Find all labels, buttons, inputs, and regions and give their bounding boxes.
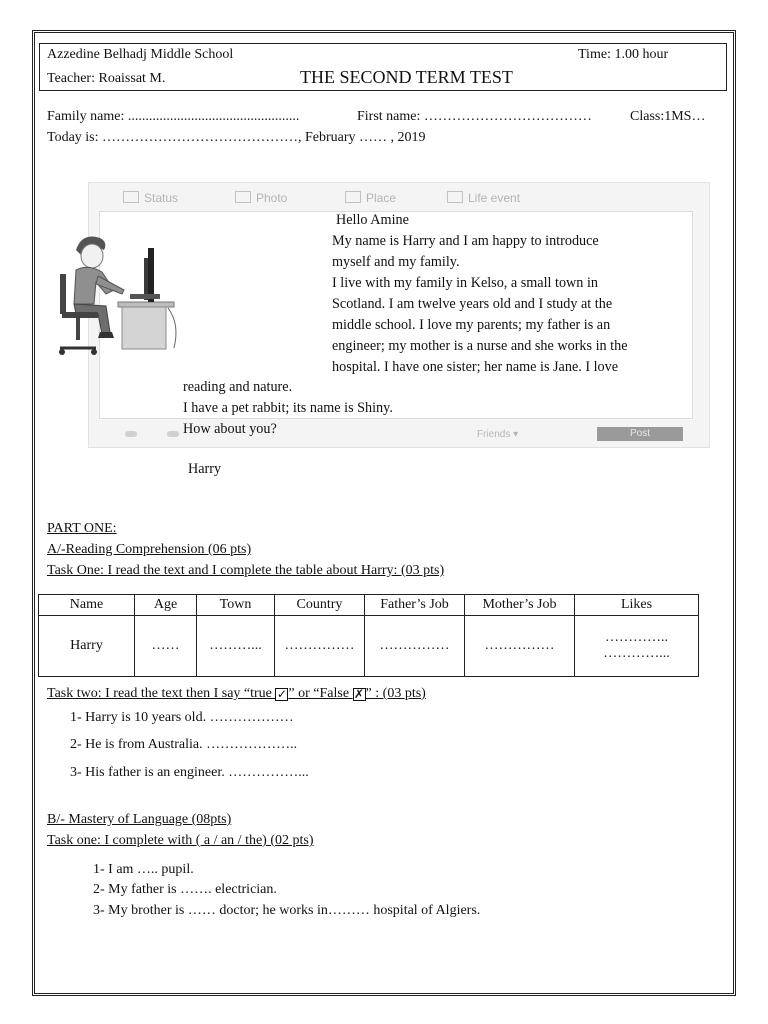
articles-item: 3- My brother is …… doctor; he works in……… hospital of Algiers. <box>93 903 481 918</box>
age-cell: …… <box>135 616 197 677</box>
letter-line: I live with my family in Kelso, a small town in <box>332 275 598 291</box>
life-event-tab: Life event <box>447 191 520 205</box>
place-icon <box>345 191 361 203</box>
true-false-item: 2- He is from Australia. ……………….. <box>70 737 298 752</box>
date-field: Today is: ……………………………………, February …… , 2019 <box>47 130 426 145</box>
friends-selector: Friends ▾ <box>477 429 519 440</box>
true-checkbox-icon: ✓ <box>276 687 287 701</box>
boy-at-computer-clipart <box>48 228 186 358</box>
true-false-item: 3- His father is an engineer. ……………... <box>70 765 309 780</box>
town-cell: ………... <box>197 616 275 677</box>
status-tab: Status <box>123 191 178 205</box>
letter-line: My name is Harry and I am happy to introduce <box>332 233 599 249</box>
column-header: Name <box>39 595 135 616</box>
life-event-icon <box>447 191 463 203</box>
letter-line: reading and nature. <box>183 379 293 395</box>
part-one-heading: PART ONE: <box>47 521 117 536</box>
task-two-instruction: Task two: I read the text then I say “true ✓” or “False ✗” : (03 pts) <box>47 686 426 701</box>
place-tab: Place <box>345 191 396 205</box>
articles-item: 2- My father is ……. electrician. <box>93 882 277 897</box>
column-header: Town <box>197 595 275 616</box>
letter-signature: Harry <box>188 461 222 477</box>
first-name-field: First name: ……………………………… <box>357 109 592 124</box>
harry-info-table <box>38 594 699 677</box>
country-cell: …………… <box>275 616 365 677</box>
letter-line: I have a pet rabbit; its name is Shiny. <box>183 400 393 416</box>
column-header: Country <box>275 595 365 616</box>
page-border <box>32 30 736 996</box>
false-checkbox-icon: ✗ <box>354 687 365 701</box>
column-header: Father’s Job <box>365 595 465 616</box>
table-header-row <box>39 595 699 616</box>
photo-icon <box>235 191 251 203</box>
likes-blank: …………... <box>603 646 670 661</box>
column-header: Mother’s Job <box>465 595 575 616</box>
teacher-name: Teacher: Roaissat M. <box>47 71 166 86</box>
letter-greeting: Hello Amine <box>336 212 409 228</box>
page-title: THE SECOND TERM TEST <box>300 67 513 87</box>
table-row <box>39 616 699 677</box>
true-false-item: 1- Harry is 10 years old. ……………… <box>70 710 294 725</box>
school-name: Azzedine Belhadj Middle School <box>47 47 234 62</box>
likes-blank: ………….. <box>605 630 668 645</box>
mother-job-cell: …………… <box>465 616 575 677</box>
family-name-field: Family name: ................................................. <box>47 109 300 124</box>
person-icon <box>125 431 137 437</box>
letter-line: hospital. I have one sister; her name is Jane. I love <box>332 359 619 375</box>
test-duration: Time: 1.00 hour <box>578 47 669 62</box>
status-icon <box>123 191 139 203</box>
post-footer <box>89 421 709 447</box>
mastery-of-language-heading: B/- Mastery of Language (08pts) <box>47 812 232 827</box>
column-header: Age <box>135 595 197 616</box>
location-icon <box>167 431 179 437</box>
letter-line: Scotland. I am twelve years old and I study at the <box>332 296 613 312</box>
post-toolbar <box>89 183 709 211</box>
photo-tab: Photo <box>235 191 287 205</box>
father-job-cell: …………… <box>365 616 465 677</box>
articles-item: 1- I am ….. pupil. <box>93 862 194 877</box>
task-one-instruction: Task One: I read the text and I complete the table about Harry: (03 pts) <box>47 563 445 578</box>
column-header: Likes <box>575 595 699 616</box>
reading-comprehension-heading: A/-Reading Comprehension (06 pts) <box>47 542 252 557</box>
post-button: Post <box>597 427 683 441</box>
likes-cell <box>575 616 699 677</box>
articles-task-instruction: Task one: I complete with ( a / an / the) (02 pts) <box>47 833 314 848</box>
name-cell: Harry <box>39 616 135 677</box>
letter-line: myself and my family. <box>332 254 460 270</box>
letter-line: middle school. I love my parents; my father is an <box>332 317 611 333</box>
letter-line: How about you? <box>183 421 277 437</box>
letter-line: engineer; my mother is a nurse and she works in the <box>332 338 628 354</box>
class-field: Class:1MS… <box>630 109 706 124</box>
